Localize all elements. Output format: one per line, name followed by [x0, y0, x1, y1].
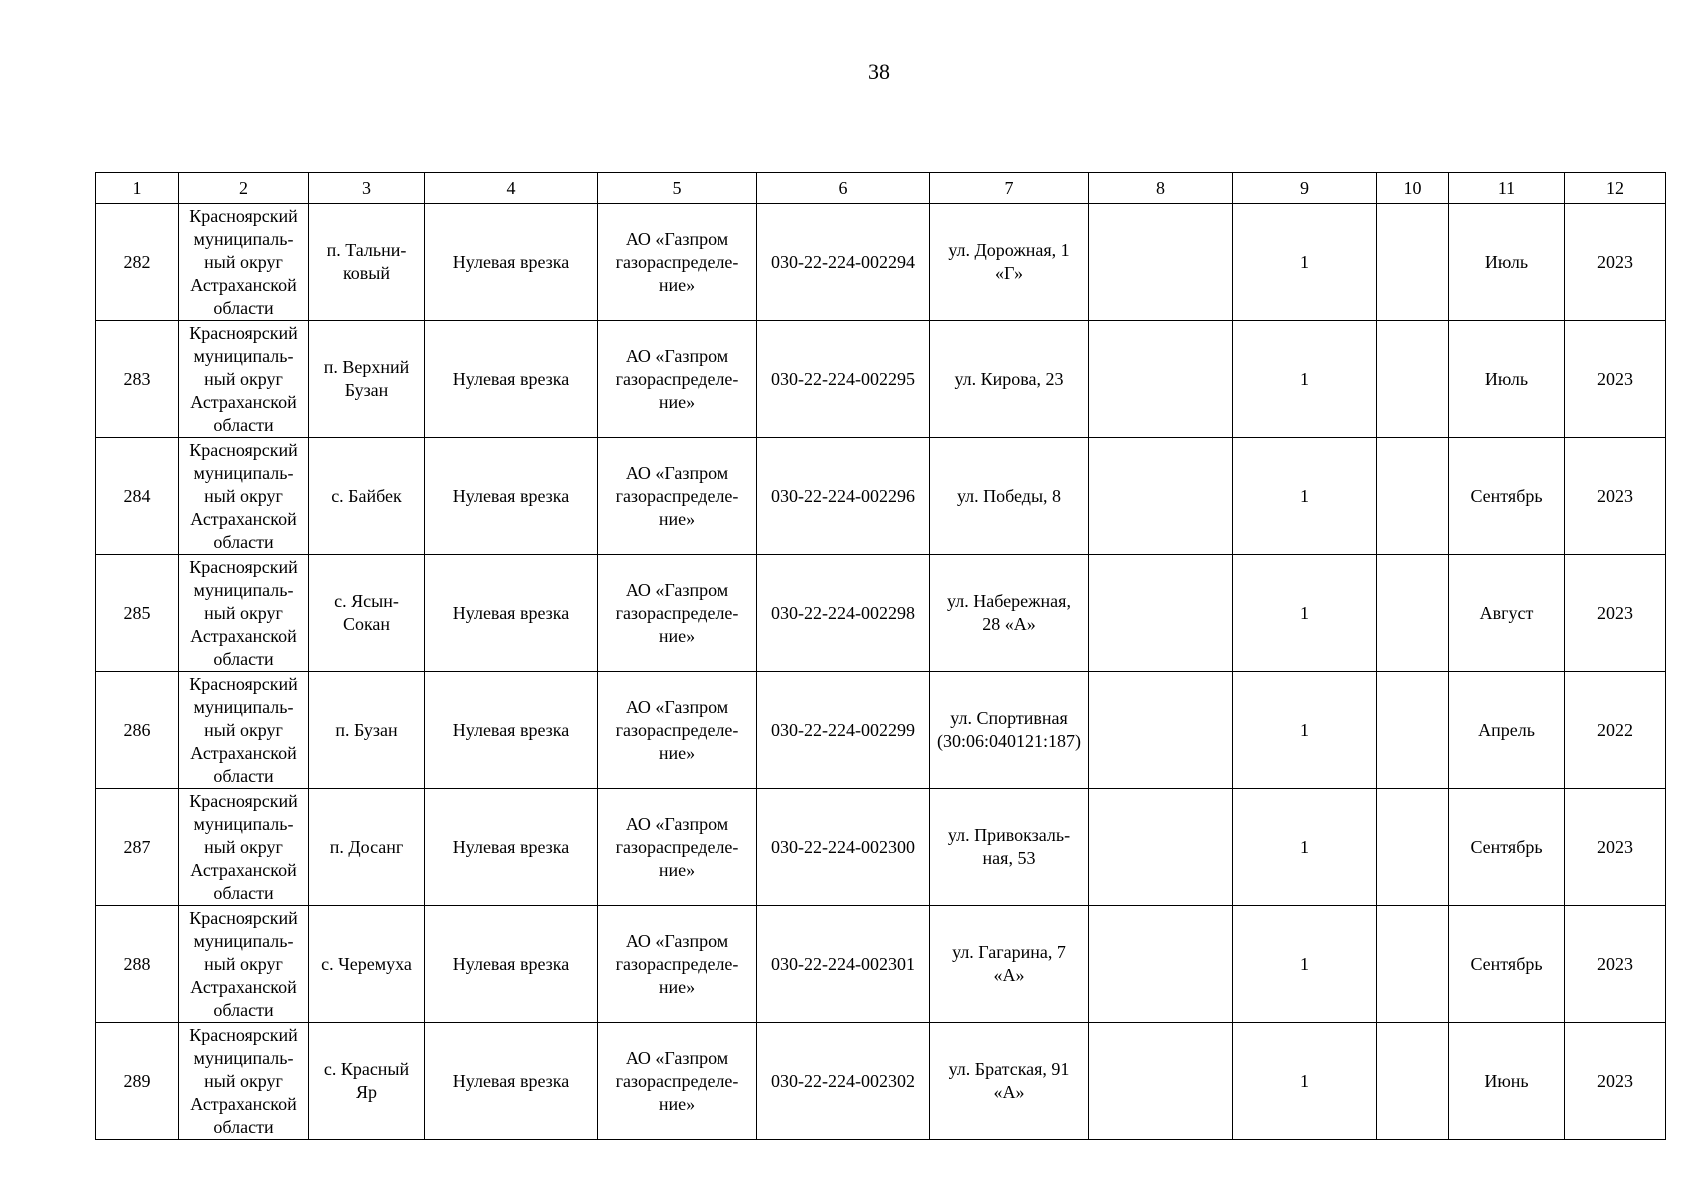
column-10-cell: [1377, 906, 1449, 1023]
address-text: ул. Гагарина, 7 «А»: [952, 942, 1066, 985]
object-code-text: 030-22-224-002298: [771, 602, 915, 623]
row-number-cell: [96, 789, 179, 906]
settlement-cell: [309, 555, 425, 672]
address-cell: [930, 789, 1089, 906]
work-type-text: Нулевая врезка: [452, 602, 570, 623]
row-number-cell: [96, 906, 179, 1023]
organization-cell: [598, 438, 757, 555]
column-header: 6: [757, 173, 930, 204]
organization-cell: [598, 204, 757, 321]
table-row: [96, 204, 1666, 321]
table-body: [96, 204, 1666, 1140]
work-type-text: Нулевая врезка: [452, 953, 570, 974]
column-header: 9: [1233, 173, 1377, 204]
work-type-cell: [425, 321, 598, 438]
address-cell: [930, 1023, 1089, 1140]
row-number-cell: [96, 204, 179, 321]
district-text: Красноярский муниципаль- ный округ Астраханской области: [189, 790, 298, 903]
object-code-cell: [757, 906, 930, 1023]
organization-text: АО «Газпром газораспределе- ние»: [615, 579, 739, 646]
district-text: Красноярский муниципаль- ный округ Астраханской области: [189, 907, 298, 1020]
year-cell: [1565, 438, 1666, 555]
organization-cell: [598, 906, 757, 1023]
district-text: Красноярский муниципаль- ный округ Астраханской области: [189, 322, 298, 435]
quantity-text: 1: [1300, 719, 1309, 740]
district-cell: [179, 1023, 309, 1140]
address-cell: [930, 204, 1089, 321]
district-cell: [179, 204, 309, 321]
year-text: 2023: [1597, 836, 1633, 857]
quantity-text: 1: [1300, 251, 1309, 272]
organization-cell: [598, 555, 757, 672]
district-text: Красноярский муниципаль- ный округ Астраханской области: [189, 673, 298, 786]
district-text: Красноярский муниципаль- ный округ Астраханской области: [189, 556, 298, 669]
settlement-text: п. Бузан: [335, 719, 398, 740]
organization-text: АО «Газпром газораспределе- ние»: [615, 228, 739, 295]
district-cell: [179, 906, 309, 1023]
table-row: [96, 789, 1666, 906]
object-code-text: 030-22-224-002295: [771, 368, 915, 389]
object-code-text: 030-22-224-002300: [771, 836, 915, 857]
work-type-cell: [425, 789, 598, 906]
column-8-cell: [1089, 906, 1233, 1023]
header-row: [96, 173, 1666, 204]
table-row: [96, 906, 1666, 1023]
organization-cell: [598, 789, 757, 906]
month-text: Июнь: [1484, 1070, 1529, 1091]
quantity-text: 1: [1300, 485, 1309, 506]
quantity-cell: [1233, 204, 1377, 321]
object-code-cell: [757, 555, 930, 672]
work-type-cell: [425, 1023, 598, 1140]
row-number-text: 287: [123, 836, 151, 857]
work-type-text: Нулевая врезка: [452, 719, 570, 740]
address-text: ул. Кирова, 23: [954, 368, 1064, 389]
work-type-text: Нулевая врезка: [452, 368, 570, 389]
row-number-cell: [96, 438, 179, 555]
organization-cell: [598, 672, 757, 789]
object-code-text: 030-22-224-002301: [771, 953, 915, 974]
object-code-text: 030-22-224-002294: [771, 251, 915, 272]
year-text: 2023: [1597, 251, 1633, 272]
month-text: Сентябрь: [1470, 953, 1543, 974]
month-cell: [1449, 204, 1565, 321]
column-header: 12: [1565, 173, 1666, 204]
settlement-cell: [309, 789, 425, 906]
object-code-cell: [757, 1023, 930, 1140]
column-10-cell: [1377, 555, 1449, 672]
row-number-cell: [96, 555, 179, 672]
work-type-cell: [425, 438, 598, 555]
object-code-cell: [757, 438, 930, 555]
row-number-text: 288: [123, 953, 151, 974]
row-number-text: 285: [123, 602, 151, 623]
column-header: 7: [930, 173, 1089, 204]
table-row: [96, 672, 1666, 789]
column-header: 8: [1089, 173, 1233, 204]
quantity-cell: [1233, 789, 1377, 906]
month-text: Июль: [1484, 368, 1529, 389]
year-text: 2023: [1597, 602, 1633, 623]
quantity-cell: [1233, 321, 1377, 438]
column-8-cell: [1089, 672, 1233, 789]
table-row: [96, 1023, 1666, 1140]
month-cell: [1449, 672, 1565, 789]
page-number: 38: [868, 59, 890, 84]
year-cell: [1565, 1023, 1666, 1140]
month-text: Сентябрь: [1470, 485, 1543, 506]
column-header: 4: [425, 173, 598, 204]
organization-text: АО «Газпром газораспределе- ние»: [615, 1047, 739, 1114]
settlement-text: с. Байбек: [331, 485, 402, 506]
year-cell: [1565, 789, 1666, 906]
address-text: ул. Спортивная (30:06:040121:187): [937, 708, 1081, 751]
address-text: ул. Победы, 8: [956, 485, 1062, 506]
month-text: Июль: [1484, 251, 1529, 272]
work-type-text: Нулевая врезка: [452, 836, 570, 857]
data-table: [95, 172, 1666, 1140]
organization-text: АО «Газпром газораспределе- ние»: [615, 930, 739, 997]
settlement-cell: [309, 204, 425, 321]
year-text: 2023: [1597, 368, 1633, 389]
table-row: [96, 321, 1666, 438]
month-cell: [1449, 555, 1565, 672]
settlement-cell: [309, 321, 425, 438]
month-cell: [1449, 906, 1565, 1023]
settlement-text: п. Верхний Бузан: [323, 357, 410, 400]
district-cell: [179, 789, 309, 906]
column-8-cell: [1089, 321, 1233, 438]
row-number-cell: [96, 672, 179, 789]
address-cell: [930, 438, 1089, 555]
work-type-cell: [425, 906, 598, 1023]
district-text: Красноярский муниципаль- ный округ Астраханской области: [189, 1024, 298, 1137]
year-cell: [1565, 555, 1666, 672]
quantity-cell: [1233, 906, 1377, 1023]
month-cell: [1449, 1023, 1565, 1140]
column-header: 2: [179, 173, 309, 204]
year-cell: [1565, 321, 1666, 438]
work-type-cell: [425, 672, 598, 789]
object-code-text: 030-22-224-002296: [771, 485, 915, 506]
organization-text: АО «Газпром газораспределе- ние»: [615, 462, 739, 529]
quantity-cell: [1233, 672, 1377, 789]
column-8-cell: [1089, 204, 1233, 321]
year-text: 2023: [1597, 485, 1633, 506]
address-text: ул. Привокзаль- ная, 53: [947, 825, 1071, 868]
district-text: Красноярский муниципаль- ный округ Астраханской области: [189, 205, 298, 318]
column-10-cell: [1377, 672, 1449, 789]
district-text: Красноярский муниципаль- ный округ Астраханской области: [189, 439, 298, 552]
settlement-cell: [309, 438, 425, 555]
column-10-cell: [1377, 1023, 1449, 1140]
district-cell: [179, 672, 309, 789]
row-number-text: 289: [123, 1070, 151, 1091]
quantity-cell: [1233, 1023, 1377, 1140]
year-text: 2023: [1597, 953, 1633, 974]
address-text: ул. Дорожная, 1 «Г»: [948, 240, 1070, 283]
address-cell: [930, 672, 1089, 789]
organization-cell: [598, 321, 757, 438]
column-8-cell: [1089, 555, 1233, 672]
work-type-text: Нулевая врезка: [452, 485, 570, 506]
year-cell: [1565, 672, 1666, 789]
address-text: ул. Братская, 91 «А»: [948, 1059, 1070, 1102]
quantity-text: 1: [1300, 368, 1309, 389]
object-code-cell: [757, 204, 930, 321]
month-cell: [1449, 438, 1565, 555]
object-code-cell: [757, 321, 930, 438]
year-cell: [1565, 204, 1666, 321]
address-cell: [930, 906, 1089, 1023]
column-10-cell: [1377, 321, 1449, 438]
organization-text: АО «Газпром газораспределе- ние»: [615, 345, 739, 412]
district-cell: [179, 555, 309, 672]
quantity-cell: [1233, 555, 1377, 672]
column-8-cell: [1089, 1023, 1233, 1140]
row-number-text: 283: [123, 368, 151, 389]
settlement-text: с. Красный Яр: [323, 1059, 410, 1102]
address-cell: [930, 321, 1089, 438]
quantity-cell: [1233, 438, 1377, 555]
row-number-text: 282: [123, 251, 151, 272]
quantity-text: 1: [1300, 602, 1309, 623]
row-number-text: 286: [123, 719, 151, 740]
work-type-cell: [425, 555, 598, 672]
column-10-cell: [1377, 438, 1449, 555]
month-text: Сентябрь: [1470, 836, 1543, 857]
table-row: [96, 555, 1666, 672]
district-cell: [179, 321, 309, 438]
settlement-text: п. Досанг: [329, 836, 404, 857]
settlement-cell: [309, 672, 425, 789]
object-code-cell: [757, 789, 930, 906]
settlement-cell: [309, 906, 425, 1023]
quantity-text: 1: [1300, 836, 1309, 857]
work-type-cell: [425, 204, 598, 321]
work-type-text: Нулевая врезка: [452, 1070, 570, 1091]
column-header: 11: [1449, 173, 1565, 204]
month-text: Август: [1479, 602, 1534, 623]
row-number-text: 284: [123, 485, 151, 506]
column-header: 5: [598, 173, 757, 204]
column-header: 10: [1377, 173, 1449, 204]
object-code-text: 030-22-224-002302: [771, 1070, 915, 1091]
column-10-cell: [1377, 204, 1449, 321]
table-row: [96, 438, 1666, 555]
work-type-text: Нулевая врезка: [452, 251, 570, 272]
column-header: 3: [309, 173, 425, 204]
settlement-text: п. Тальни- ковый: [326, 240, 407, 283]
address-cell: [930, 555, 1089, 672]
year-text: 2023: [1597, 1070, 1633, 1091]
organization-text: АО «Газпром газораспределе- ние»: [615, 696, 739, 763]
row-number-cell: [96, 321, 179, 438]
address-text: ул. Набережная, 28 «А»: [947, 591, 1071, 634]
object-code-text: 030-22-224-002299: [771, 719, 915, 740]
settlement-text: с. Ясын- Сокан: [334, 591, 399, 634]
month-cell: [1449, 321, 1565, 438]
quantity-text: 1: [1300, 953, 1309, 974]
quantity-text: 1: [1300, 1070, 1309, 1091]
month-cell: [1449, 789, 1565, 906]
organization-text: АО «Газпром газораспределе- ние»: [615, 813, 739, 880]
settlement-cell: [309, 1023, 425, 1140]
district-cell: [179, 438, 309, 555]
row-number-cell: [96, 1023, 179, 1140]
object-code-cell: [757, 672, 930, 789]
column-8-cell: [1089, 789, 1233, 906]
column-8-cell: [1089, 438, 1233, 555]
month-text: Апрель: [1478, 719, 1535, 740]
year-cell: [1565, 906, 1666, 1023]
year-text: 2022: [1597, 719, 1633, 740]
settlement-text: с. Черемуха: [321, 953, 412, 974]
organization-cell: [598, 1023, 757, 1140]
column-header: 1: [96, 173, 179, 204]
column-10-cell: [1377, 789, 1449, 906]
